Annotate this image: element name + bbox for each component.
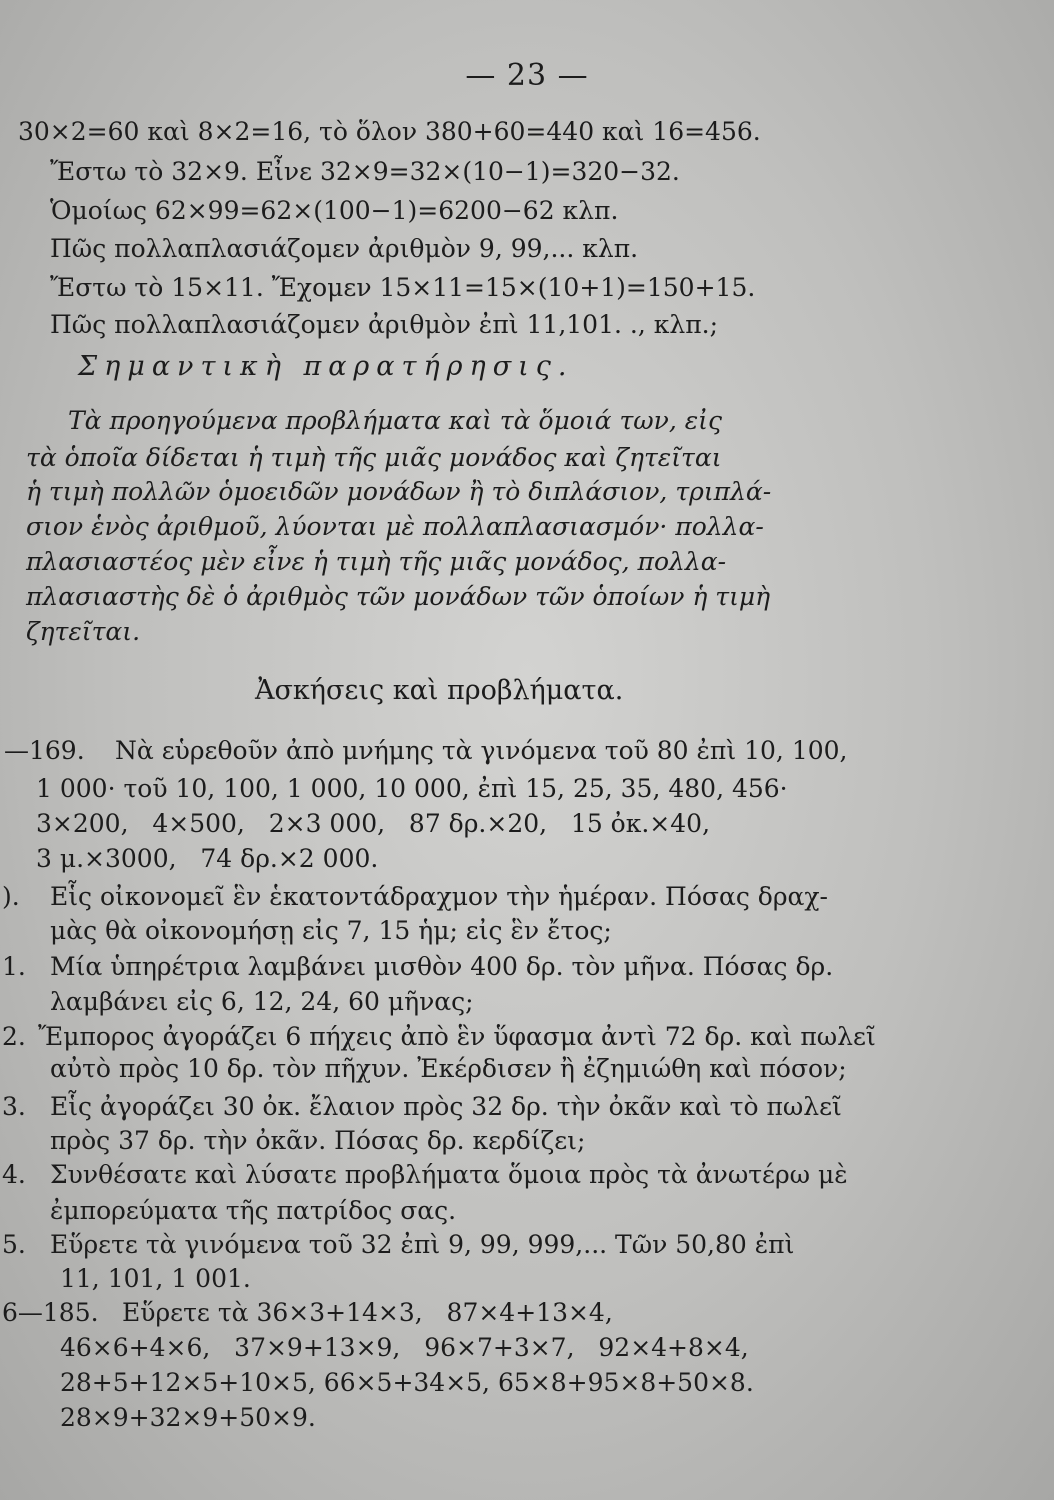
exercise-number: —169. (4, 736, 85, 765)
exercise-line: 11, 101, 1 001. (60, 1264, 251, 1293)
example-line: Ἔστω τὸ 32×9. Εἶνε 32×9=32×(10−1)=320−32. (50, 157, 680, 186)
exercise-line: Ἔμπορος ἀγοράζει 6 πήχεις ἀπὸ ἓν ὕφασμα ἀντὶ 72 δρ. καὶ πωλεῖ (38, 1022, 876, 1051)
exercise-line: 3 μ.×3000, 74 δρ.×2 000. (36, 844, 379, 873)
page-number: — 23 — (465, 58, 589, 93)
exercise-number: 2. (2, 1022, 26, 1051)
remark-line: τὰ ὁποῖα δίδεται ἡ τιμὴ τῆς μιᾶς μονάδος καὶ ζητεῖται (26, 443, 722, 472)
exercise-line: 28×9+32×9+50×9. (60, 1403, 316, 1432)
exercise-number: 4. (2, 1160, 26, 1189)
exercise-line: 3×200, 4×500, 2×3 000, 87 δρ.×20, 15 ὀκ.×40, (36, 809, 711, 838)
example-line: Πῶς πολλαπλασιάζομεν ἀριθμὸν ἐπὶ 11,101. ., κλπ.; (50, 310, 718, 339)
remark-heading: Σημαντικὴ παρατήρησις. (78, 351, 574, 382)
example-line: Ὁμοίως 62×99=62×(100−1)=6200−62 κλπ. (50, 196, 619, 225)
exercise-line: Εὕρετε τὰ γινόμενα τοῦ 32 ἐπὶ 9, 99, 999,... Τῶν 50,80 ἐπὶ (50, 1230, 795, 1259)
example-line: Ἔστω τὸ 15×11. Ἔχομεν 15×11=15×(10+1)=150+15. (50, 273, 756, 302)
remark-line: πλασιαστὴς δὲ ὁ ἀριθμὸς τῶν μονάδων τῶν ὁποίων ἡ τιμὴ (26, 582, 771, 611)
exercise-line: Συνθέσατε καὶ λύσατε προβλήματα ὅμοια πρὸς τὰ ἀνωτέρω μὲ (50, 1160, 848, 1189)
exercise-line: πρὸς 37 δρ. τὴν ὀκᾶν. Πόσας δρ. κερδίζει; (50, 1126, 586, 1155)
exercise-number: 6—185. (2, 1298, 99, 1327)
exercise-line: Νὰ εὑρεθοῦν ἀπὸ μνήμης τὰ γινόμενα τοῦ 80 ἐπὶ 10, 100, (115, 736, 848, 765)
exercise-number: 3. (2, 1092, 26, 1121)
exercises-heading: Ἀσκήσεις καὶ προβλήματα. (255, 675, 624, 706)
remark-line: ζητεῖται. (26, 617, 141, 646)
exercise-line: Μία ὑπηρέτρια λαμβάνει μισθὸν 400 δρ. τὸν μῆνα. Πόσας δρ. (50, 952, 834, 981)
exercise-line: 1 000· τοῦ 10, 100, 1 000, 10 000, ἐπὶ 15, 25, 35, 480, 456· (36, 774, 788, 803)
exercise-line: λαμβάνει εἰς 6, 12, 24, 60 μῆνας; (50, 987, 474, 1016)
exercise-number: 1. (2, 952, 26, 981)
exercise-line: Εὕρετε τὰ 36×3+14×3, 87×4+13×4, (122, 1298, 613, 1327)
exercise-line: Εἷς οἰκονομεῖ ἓν ἑκατοντάδραχμον τὴν ἡμέραν. Πόσας δραχ- (50, 882, 829, 911)
exercise-line: ἐμπορεύματα τῆς πατρίδος σας. (50, 1196, 457, 1225)
exercise-line: μὰς θὰ οἰκονομήσῃ εἰς 7, 15 ἡμ; εἰς ἓν ἔτος; (50, 916, 612, 945)
remark-line: σιον ἑνὸς ἀριθμοῦ, λύονται μὲ πολλαπλασιασμόν· πολλα- (26, 512, 764, 541)
example-line: 30×2=60 καὶ 8×2=16, τὸ ὅλον 380+60=440 καὶ 16=456. (18, 117, 761, 146)
exercise-number: ). (2, 882, 20, 911)
exercise-number: 5. (2, 1230, 26, 1259)
example-line: Πῶς πολλαπλασιάζομεν ἀριθμὸν 9, 99,... κλπ. (50, 234, 639, 263)
exercise-line: αὐτὸ πρὸς 10 δρ. τὸν πῆχυν. Ἐκέρδισεν ἢ ἐζημιώθη καὶ πόσον; (50, 1054, 847, 1083)
remark-line: ἡ τιμὴ πολλῶν ὁμοειδῶν μονάδων ἢ τὸ διπλάσιον, τριπλά- (26, 477, 772, 506)
exercise-line: 28+5+12×5+10×5, 66×5+34×5, 65×8+95×8+50×8. (60, 1368, 754, 1397)
remark-line: Τὰ προηγούμενα προβλήματα καὶ τὰ ὅμοιά των, εἰς (68, 406, 722, 435)
exercise-line: Εἷς ἀγοράζει 30 ὀκ. ἔλαιον πρὸς 32 δρ. τὴν ὀκᾶν καὶ τὸ πωλεῖ (50, 1092, 842, 1121)
remark-line: πλασιαστέος μὲν εἶνε ἡ τιμὴ τῆς μιᾶς μονάδος, πολλα- (26, 547, 727, 576)
exercise-line: 46×6+4×6, 37×9+13×9, 96×7+3×7, 92×4+8×4, (60, 1333, 749, 1362)
